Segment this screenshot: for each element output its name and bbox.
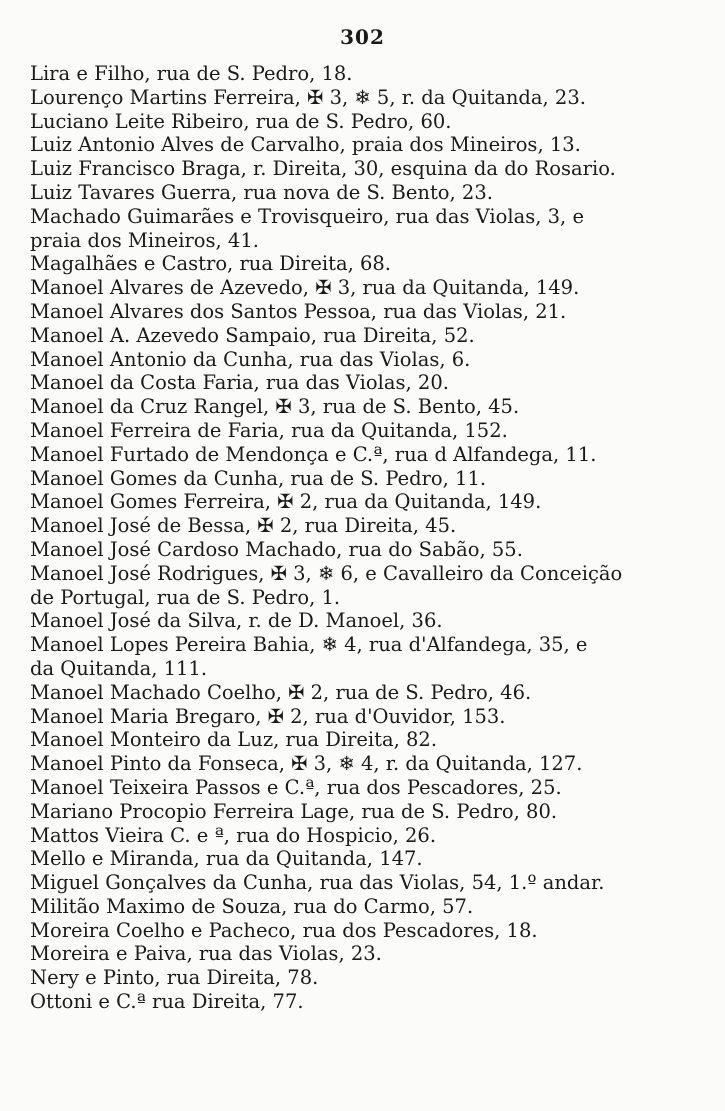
entry-text: Manoel Teixeira Passos e C.ª, rua dos Pescadores, 25. <box>30 775 562 799</box>
directory-entry <box>30 871 700 895</box>
entry-text: Luiz Antonio Alves de Carvalho, praia dos Mineiros, 13. <box>30 133 581 157</box>
directory-entry <box>30 395 700 419</box>
entry-text: Manoel Antonio da Cunha, rua das Violas, 6. <box>30 347 471 371</box>
directory-entry <box>30 205 700 253</box>
directory-entry <box>30 110 700 134</box>
entry-text: Lourenço Martins Ferreira, ✠ 3, ❄ 5, r. da Quitanda, 23. <box>30 85 586 109</box>
entry-text: Manoel Alvares de Azevedo, ✠ 3, rua da Quitanda, 149. <box>30 276 580 300</box>
directory-entry <box>30 609 700 633</box>
directory-entry <box>30 990 700 1014</box>
directory-entry <box>30 919 700 943</box>
entry-text: Machado Guimarães e Trovisqueiro, rua das Violas, 3, e <box>30 204 584 228</box>
directory-entry <box>30 824 700 848</box>
directory-entry <box>30 371 700 395</box>
entry-text: Manoel da Costa Faria, rua das Violas, 20. <box>30 371 449 395</box>
directory-entry <box>30 633 700 681</box>
entry-text: Manoel José de Bessa, ✠ 2, rua Direita, 45. <box>30 514 457 538</box>
page-number: 302 <box>340 25 385 49</box>
directory-entry <box>30 348 700 372</box>
entry-text: Manoel Gomes Ferreira, ✠ 2, rua da Quitanda, 149. <box>30 490 542 514</box>
directory-entry <box>30 157 700 181</box>
entry-text: Manoel Lopes Pereira Bahia, ❄ 4, rua d'Alfandega, 35, e <box>30 633 588 657</box>
entry-text: Manoel A. Azevedo Sampaio, rua Direita, 52. <box>30 323 475 347</box>
directory-entry <box>30 514 700 538</box>
entry-text: Manoel Furtado de Mendonça e C.ª, rua d Alfandega, 11. <box>30 442 597 466</box>
directory-entry <box>30 966 700 990</box>
directory-entry <box>30 62 700 86</box>
entry-continuation: da Quitanda, 111. <box>30 656 208 680</box>
directory-entry <box>30 728 700 752</box>
directory-entry <box>30 752 700 776</box>
entry-text: Manoel Machado Coelho, ✠ 2, rua de S. Pedro, 46. <box>30 680 532 704</box>
entry-text: Luiz Tavares Guerra, rua nova de S. Bento, 23. <box>30 180 493 204</box>
entry-text: Lira e Filho, rua de S. Pedro, 18. <box>30 62 353 85</box>
directory-entry <box>30 895 700 919</box>
entry-text: Mariano Procopio Ferreira Lage, rua de S. Pedro, 80. <box>30 799 558 823</box>
directory-entry <box>30 800 700 824</box>
directory-entry <box>30 942 700 966</box>
entry-text: Manoel Alvares dos Santos Pessoa, rua das Violas, 21. <box>30 299 567 323</box>
directory-entry <box>30 419 700 443</box>
directory-entry <box>30 86 700 110</box>
entry-text: Luiz Francisco Braga, r. Direita, 30, esquina da do Rosario. <box>30 157 616 181</box>
directory-entry <box>30 324 700 348</box>
directory-entry <box>30 681 700 705</box>
entry-text: Militão Maximo de Souza, rua do Carmo, 57. <box>30 894 474 918</box>
directory-entry <box>30 443 700 467</box>
directory-entry <box>30 181 700 205</box>
entry-text: Moreira Coelho e Pacheco, rua dos Pescadores, 18. <box>30 918 538 942</box>
directory-entry <box>30 776 700 800</box>
directory-entry <box>30 252 700 276</box>
entry-text: Miguel Gonçalves da Cunha, rua das Violas, 54, 1.º andar. <box>30 871 605 895</box>
entry-text: Manoel Monteiro da Luz, rua Direita, 82. <box>30 728 438 752</box>
entry-text: Manoel José da Silva, r. de D. Manoel, 36. <box>30 609 443 633</box>
directory-entry <box>30 467 700 491</box>
entry-continuation: de Portugal, rua de S. Pedro, 1. <box>30 585 341 609</box>
entry-text: Manoel Ferreira de Faria, rua da Quitanda, 152. <box>30 418 508 442</box>
directory-entry <box>30 847 700 871</box>
directory-entry <box>30 490 700 514</box>
entry-text: Luciano Leite Ribeiro, rua de S. Pedro, 60. <box>30 109 452 133</box>
directory-entry <box>30 133 700 157</box>
entry-text: Moreira e Paiva, rua das Violas, 23. <box>30 942 382 966</box>
directory-entry <box>30 705 700 729</box>
entry-text: Ottoni e C.ª rua Direita, 77. <box>30 990 304 1014</box>
entry-text: Mattos Vieira C. e ª, rua do Hospicio, 26. <box>30 823 437 847</box>
entry-text: Manoel da Cruz Rangel, ✠ 3, rua de S. Bento, 45. <box>30 395 520 419</box>
directory-list <box>30 62 700 1014</box>
entry-text: Manoel Gomes da Cunha, rua de S. Pedro, 11. <box>30 466 487 490</box>
directory-entry <box>30 300 700 324</box>
entry-text: Manoel José Rodrigues, ✠ 3, ❄ 6, e Cavalleiro da Conceição <box>30 561 623 585</box>
entry-continuation: praia dos Mineiros, 41. <box>30 228 259 252</box>
entry-text: Mello e Miranda, rua da Quitanda, 147. <box>30 847 423 871</box>
entry-text: Manoel Pinto da Fonseca, ✠ 3, ❄ 4, r. da Quitanda, 127. <box>30 752 583 776</box>
directory-entry <box>30 276 700 300</box>
entry-text: Manoel José Cardoso Machado, rua do Sabão, 55. <box>30 537 523 561</box>
directory-entry <box>30 538 700 562</box>
directory-entry <box>30 562 700 610</box>
entry-text: Nery e Pinto, rua Direita, 78. <box>30 966 319 990</box>
entry-text: Manoel Maria Bregaro, ✠ 2, rua d'Ouvidor, 153. <box>30 704 506 728</box>
entry-text: Magalhães e Castro, rua Direita, 68. <box>30 252 391 276</box>
